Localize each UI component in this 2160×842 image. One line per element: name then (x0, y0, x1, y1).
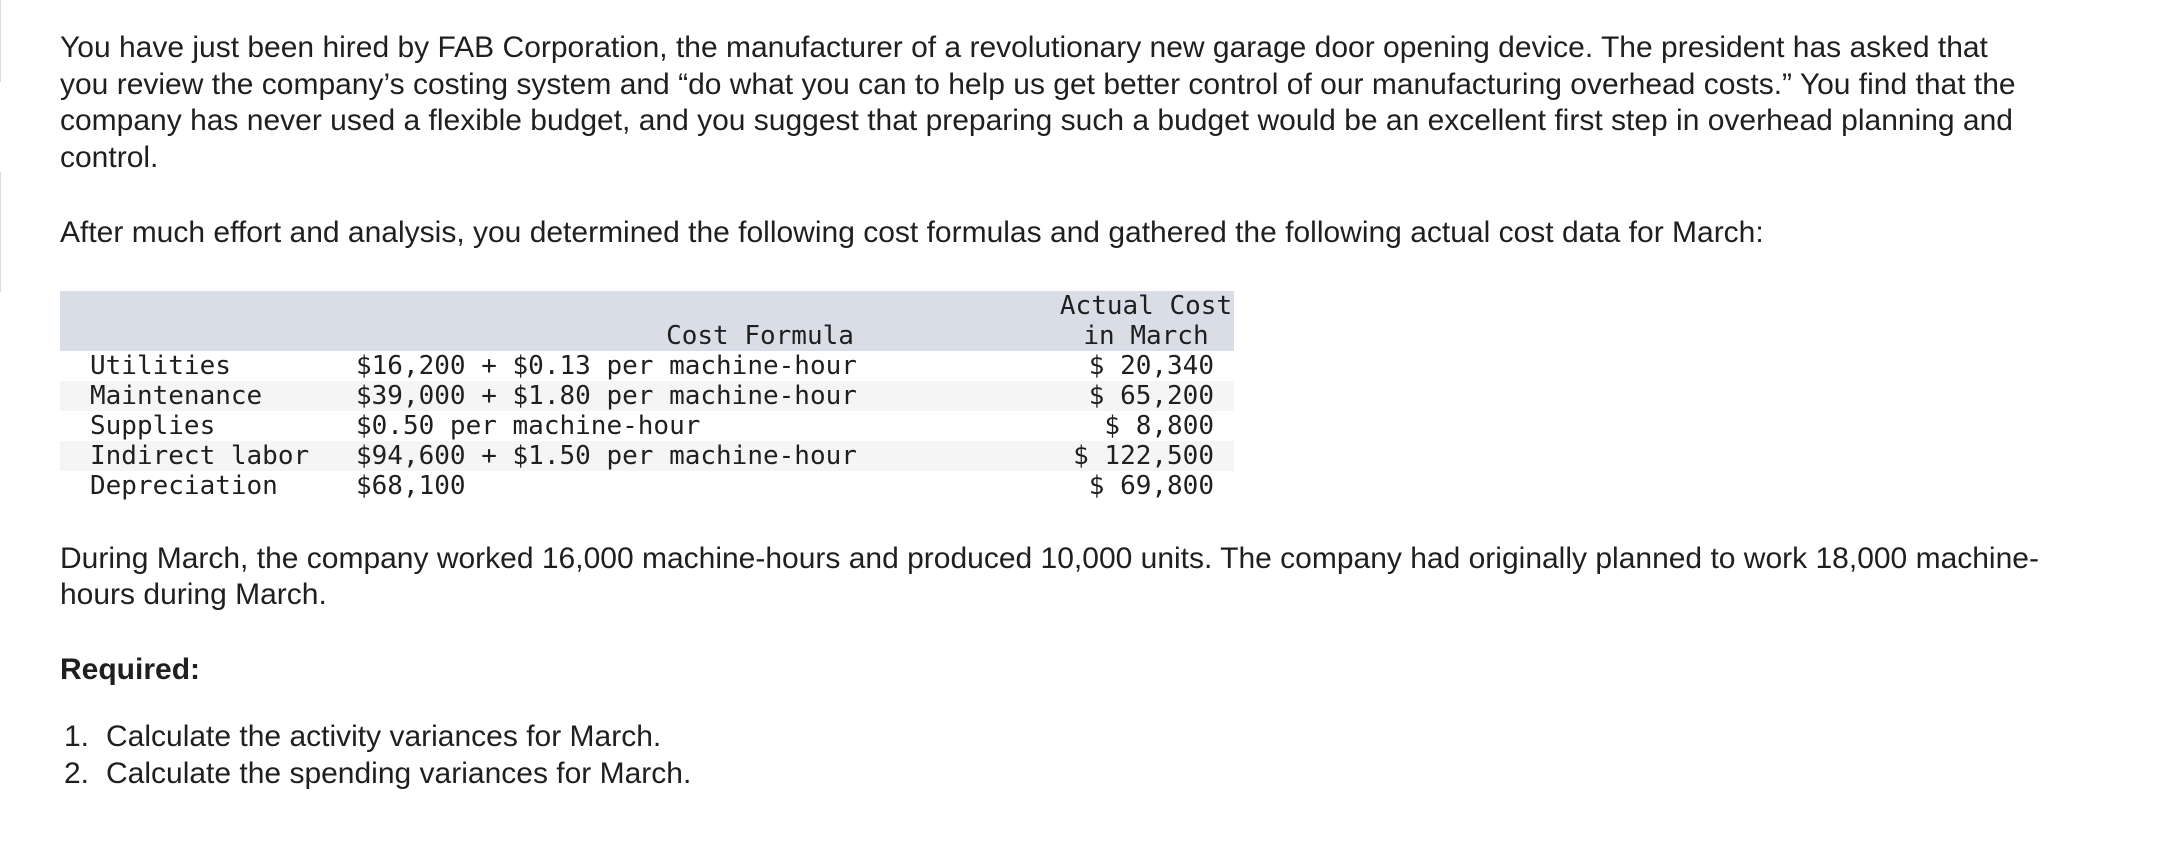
cost-formula-table (60, 291, 1234, 501)
row-formula: $68,100 (356, 470, 466, 501)
table-row (60, 471, 1234, 501)
list-item-number: 2. (64, 756, 90, 790)
list-item-text: Calculate the activity variances for March. (106, 720, 662, 753)
analysis-paragraph: After much effort and analysis, you determined the following cost formulas and gathered the following actual cost data for March: (60, 216, 1764, 249)
left-border-rule (0, 172, 1, 292)
problem-content (60, 30, 2080, 792)
table-row (60, 411, 1234, 441)
row-actual: $ 122,500 (1058, 441, 1234, 471)
row-item: Indirect labor (60, 441, 356, 471)
header-actual-line1: Actual Cost (1059, 290, 1233, 321)
list-item (60, 756, 2080, 793)
header-actual-line2: in March (1083, 320, 1209, 351)
row-item: Utilities (90, 350, 231, 381)
row-actual: $ 69,800 (1088, 470, 1214, 501)
row-item: Depreciation (90, 470, 278, 501)
row-formula: $16,200 + $0.13 per machine-hour (356, 350, 857, 381)
left-border-rule (0, 0, 1, 82)
table-row (60, 351, 1234, 381)
row-formula: $94,600 + $1.50 per machine-hour (356, 441, 1058, 471)
required-list (60, 719, 2080, 792)
row-formula: $0.50 per machine-hour (356, 410, 701, 441)
list-item-number: 1. (64, 720, 90, 753)
header-actual-cost (1058, 291, 1234, 351)
table-row (60, 441, 1234, 471)
row-actual: $ 65,200 (1058, 381, 1234, 411)
required-heading: Required: (60, 652, 201, 686)
table-row (60, 381, 1234, 411)
header-cost-formula: Cost Formula (356, 291, 1058, 351)
row-item: Maintenance (60, 381, 356, 411)
row-formula: $39,000 + $1.80 per machine-hour (356, 381, 1058, 411)
header-item (60, 291, 356, 351)
row-actual: $ 8,800 (1104, 410, 1214, 441)
row-actual: $ 20,340 (1088, 350, 1214, 381)
table-header-row (60, 291, 1234, 351)
row-item: Supplies (90, 410, 216, 441)
intro-paragraph: You have just been hired by FAB Corporation, the manufacturer of a revolutionary new garage door opening device. The president has asked that you review the company’s costing system and “do what you can to help us get better control of our manufacturing overhead costs.” You find that the company has never used a flexible budget, and you suggest that preparing such a budget would be an excellent first step in overhead planning and control. (60, 31, 2016, 174)
list-item (60, 719, 2080, 756)
list-item-text: Calculate the spending variances for March. (106, 756, 692, 790)
during-march-paragraph: During March, the company worked 16,000 machine-hours and produced 10,000 units. The company had originally planned to work 18,000 machine-hours during March. (60, 541, 2039, 611)
